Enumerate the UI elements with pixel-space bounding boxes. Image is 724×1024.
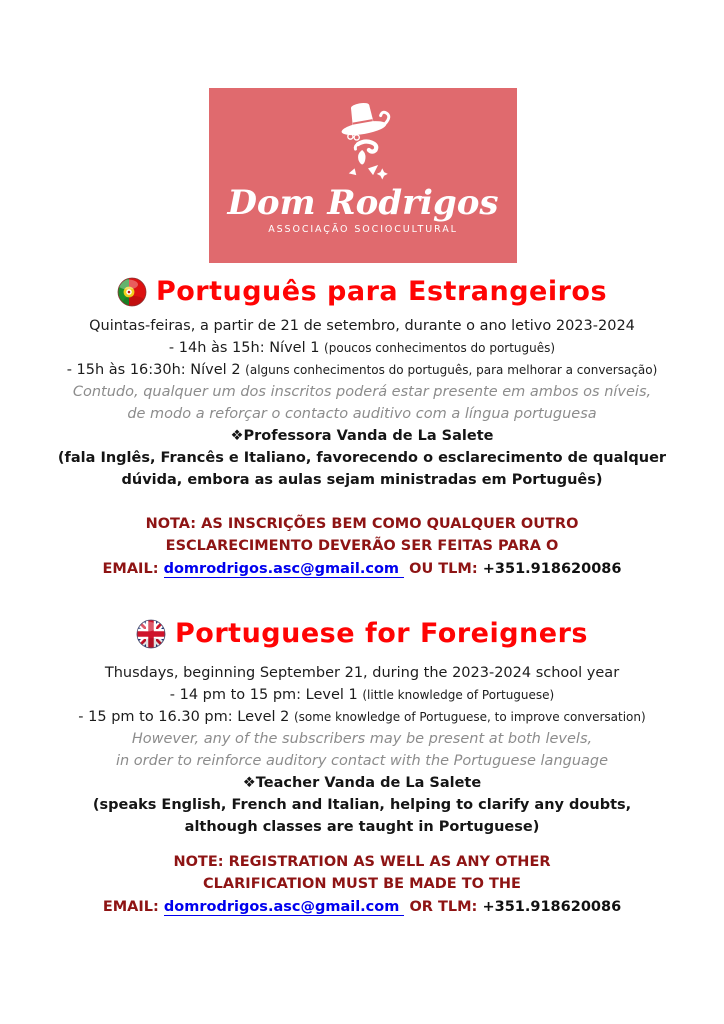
- en-email-link[interactable]: domrodrigos.asc@gmail.com: [164, 899, 404, 916]
- pt-teacher-detail-2: dúvida, embora as aulas sejam ministradas em Português): [121, 472, 603, 488]
- pt-level2-line: - 15h às 16:30h: Nível 2 (alguns conhecimentos do português, para melhorar a conversação): [66, 362, 658, 378]
- pt-tlm-label: OU TLM:: [409, 561, 478, 577]
- pt-schedule-line: Quintas-feiras, a partir de 21 de setembro, durante o ano letivo 2023-2024: [89, 318, 635, 334]
- pt-teacher-detail-1: (fala Inglês, Francês e Italiano, favorecendo o esclarecimento de qualquer: [57, 450, 667, 466]
- logo-brand-subtitle: ASSOCIAÇÃO SOCIOCULTURAL: [268, 224, 458, 235]
- en-teacher-detail-1: (speaks English, French and Italian, helping to clarify any doubts,: [92, 797, 632, 813]
- pt-section-title: Português para Estrangeiros: [155, 276, 608, 307]
- uk-flag-icon: [136, 619, 166, 649]
- pt-nota-line-1: NOTA: AS INSCRIÇÕES BEM COMO QUALQUER OUTRO: [145, 516, 579, 532]
- en-note-line-1: NOTE: REGISTRATION AS WELL AS ANY OTHER: [173, 854, 551, 870]
- logo-brand-name: Dom Rodrigos: [227, 183, 499, 223]
- pt-note-italic-1: Contudo, qualquer um dos inscritos poderá estar presente em ambos os níveis,: [72, 384, 652, 400]
- en-schedule-line: Thusdays, beginning September 21, during the 2023-2024 school year: [104, 665, 620, 681]
- pt-note-block: [0, 513, 724, 580]
- pt-teacher-line: ❖Professora Vanda de La Salete: [230, 428, 494, 444]
- pt-email-label: EMAIL:: [102, 561, 159, 577]
- pt-section-body: [0, 315, 724, 491]
- en-teacher-line: ❖Teacher Vanda de La Salete: [242, 775, 482, 791]
- en-level1-line: - 14 pm to 15 pm: Level 1 (little knowledge of Portuguese): [169, 687, 555, 703]
- en-note-italic-2: in order to reinforce auditory contact with the Portuguese language: [115, 753, 609, 769]
- en-email-label: EMAIL:: [102, 899, 159, 915]
- en-title-row: [0, 618, 724, 649]
- en-section-title: Portuguese for Foreigners: [175, 618, 588, 649]
- en-note-italic-1: However, any of the subscribers may be present at both levels,: [131, 731, 593, 747]
- en-note-block: [0, 851, 724, 918]
- portugal-flag-icon: [117, 277, 147, 307]
- logo-card: [209, 88, 517, 263]
- pt-note-italic-2: de modo a reforçar o contacto auditivo com a língua portuguesa: [127, 406, 597, 422]
- en-level2-line: - 15 pm to 16.30 pm: Level 2 (some knowledge of Portuguese, to improve conversation): [78, 709, 646, 725]
- pt-email-line: [0, 557, 724, 580]
- en-phone-number: +351.918620086: [482, 899, 622, 915]
- pt-phone-number: +351.918620086: [482, 561, 622, 577]
- en-section-body: [0, 662, 724, 838]
- pt-title-row: [0, 276, 724, 307]
- pt-level1-line: - 14h às 15h: Nível 1 (poucos conhecimentos do português): [168, 340, 556, 356]
- pt-email-link[interactable]: domrodrigos.asc@gmail.com: [164, 561, 404, 578]
- en-teacher-detail-2: although classes are taught in Portuguese): [184, 819, 540, 835]
- pt-nota-line-2: ESCLARECIMENTO DEVERÃO SER FEITAS PARA O: [165, 538, 559, 554]
- dom-rodrigos-man-icon: [321, 98, 405, 186]
- en-email-line: [0, 895, 724, 918]
- en-note-line-2: CLARIFICATION MUST BE MADE TO THE: [203, 876, 521, 892]
- en-tlm-label: OR TLM:: [409, 899, 478, 915]
